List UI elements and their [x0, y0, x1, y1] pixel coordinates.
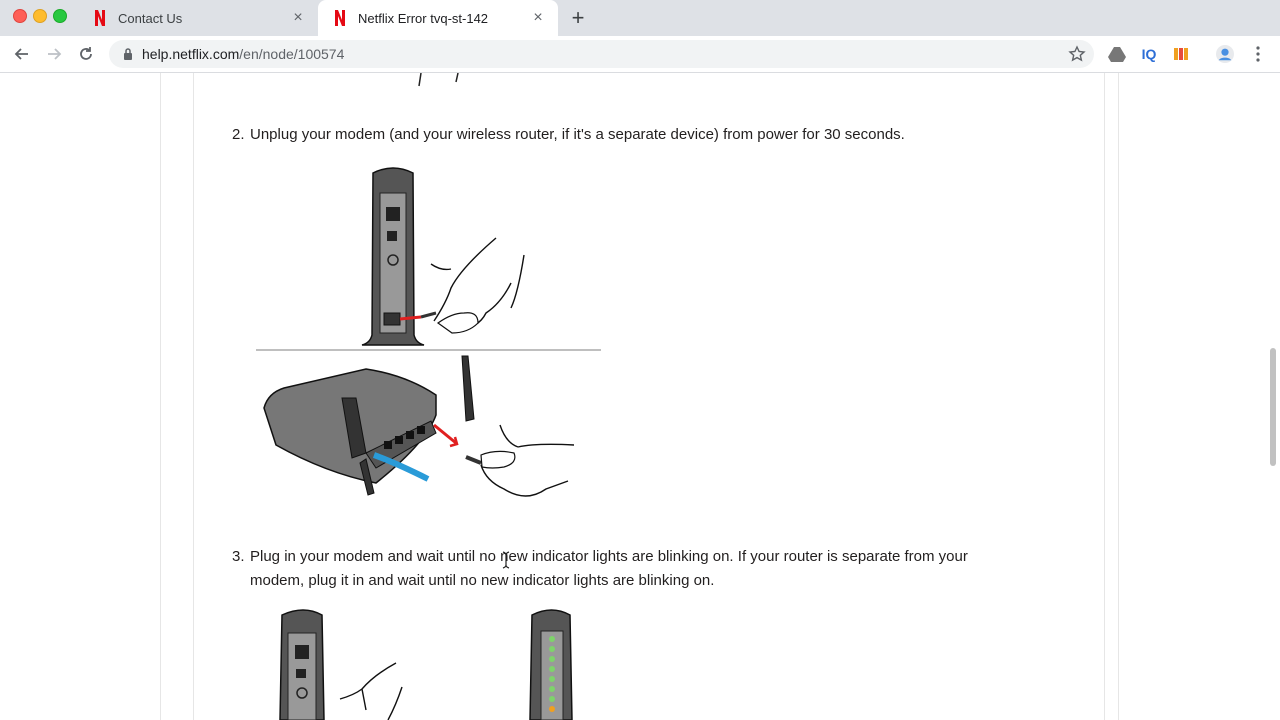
unplug-modem-router-illustration: [256, 163, 601, 508]
step-number: 2.: [232, 126, 245, 143]
step-text-line1: Plug in your modem and wait until no new indicator lights are blinking on. If your router is separate from your: [250, 548, 968, 565]
forward-arrow-icon: [46, 46, 62, 62]
tab-contact-us[interactable]: [78, 0, 318, 36]
step-number: 3.: [232, 548, 245, 565]
tab-netflix-error[interactable]: [318, 0, 558, 36]
address-bar[interactable]: [109, 40, 1094, 68]
reload-icon: [78, 46, 94, 62]
tab-title: Netflix Error tvq-st-142: [358, 10, 489, 26]
tab-title: Contact Us: [118, 10, 183, 26]
minimize-window-button[interactable]: [33, 9, 47, 23]
menu-icon[interactable]: [1249, 45, 1267, 63]
url-text: [142, 46, 344, 62]
url-path: /en/node/100574: [239, 46, 345, 62]
url-host: help.netflix.com: [142, 46, 240, 62]
step-text: Unplug your modem (and your wireless router, if it's a separate device) from power for 30 seconds.: [250, 126, 905, 143]
close-tab-icon[interactable]: ×: [293, 9, 303, 26]
step-text-line2: modem, plug it in and wait until no new indicator lights are blinking on.: [250, 572, 715, 589]
tab-strip: [0, 0, 1280, 36]
bookmark-star-icon[interactable]: [1068, 45, 1086, 63]
drive-icon[interactable]: [1108, 45, 1126, 63]
page-divider-right: [1118, 73, 1119, 720]
reload-button[interactable]: [74, 42, 98, 66]
plug-in-modem-illustration: [274, 605, 604, 720]
previous-illustration-fragment: [414, 73, 464, 87]
extension-icon[interactable]: [1172, 45, 1190, 63]
close-tab-icon[interactable]: ×: [533, 9, 543, 26]
profile-avatar[interactable]: [1216, 45, 1234, 63]
scrollbar-thumb[interactable]: [1270, 348, 1276, 466]
text-cursor-icon: [502, 551, 510, 569]
page-divider-left: [160, 73, 161, 720]
page-content: [0, 73, 1280, 720]
lock-icon: [121, 47, 135, 61]
back-arrow-icon: [14, 46, 30, 62]
back-button[interactable]: [10, 42, 34, 66]
close-window-button[interactable]: [13, 9, 27, 23]
article-card: [193, 73, 1105, 720]
forward-button[interactable]: [42, 42, 66, 66]
netflix-icon: [92, 10, 108, 26]
netflix-icon: [332, 10, 348, 26]
new-tab-button[interactable]: +: [571, 5, 585, 30]
maximize-window-button[interactable]: [53, 9, 67, 23]
iq-icon[interactable]: IQ: [1141, 46, 1157, 62]
